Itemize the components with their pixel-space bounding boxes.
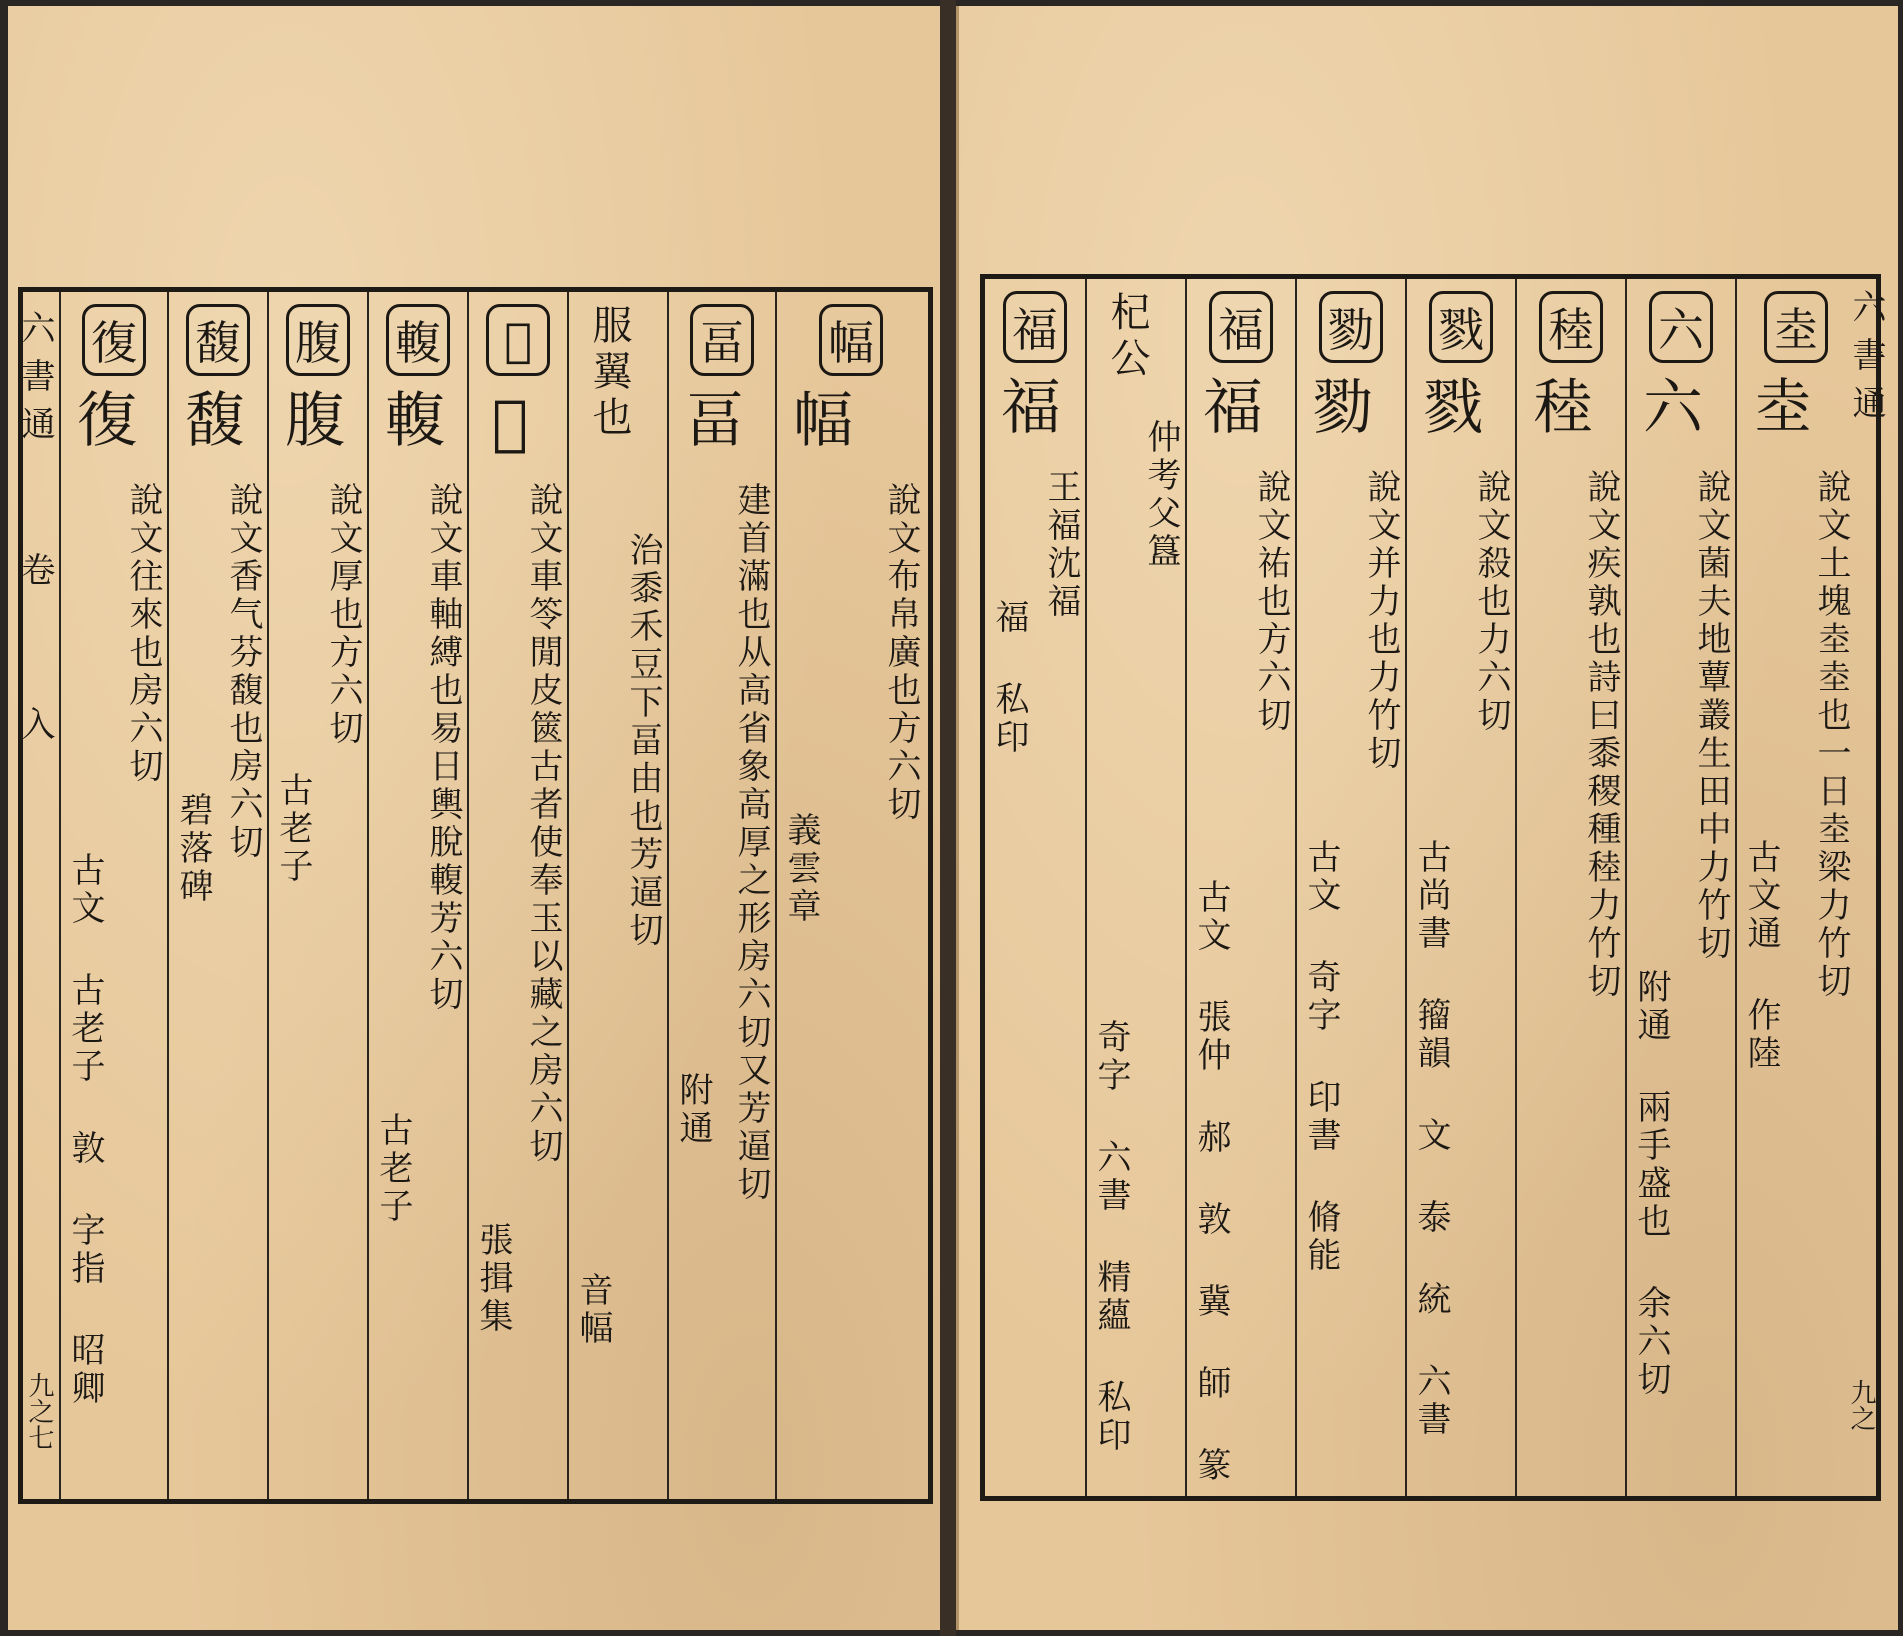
gloss-text: 說文菌夫地蕈叢生田中力竹切: [1691, 469, 1731, 963]
head-char: 幅: [819, 304, 883, 376]
column-right-5: [1295, 279, 1405, 1496]
head-char: 𨍙: [486, 304, 550, 376]
gloss-text: 說文并力也力竹切: [1361, 469, 1401, 773]
column-left-2: [667, 292, 775, 1499]
gloss-text: 說文殺也力六切: [1471, 469, 1511, 735]
seal-char: 稑: [1523, 375, 1593, 441]
gloss-text: 說文祐也方六切: [1251, 469, 1291, 735]
head-char: 畐: [690, 304, 754, 376]
column-left-5: [367, 292, 467, 1499]
seal-char: 福: [991, 375, 1061, 441]
column-right-7: [1085, 279, 1185, 1496]
column-left-4: [467, 292, 567, 1499]
source-text: 古文 古老子 敦 字指 昭卿: [65, 852, 105, 1408]
column-left-3: [567, 292, 667, 1499]
right-page-number: 九之: [1846, 1379, 1876, 1431]
column-right-1: [1735, 279, 1855, 1496]
gloss-text: 治黍禾豆下畐由也芳逼切: [623, 532, 663, 950]
source-text: 義雲章: [781, 812, 821, 926]
source-text: 福 私印: [989, 599, 1029, 757]
seal-char: 畐: [675, 388, 745, 454]
gloss-text: 說文車笭閒皮篋古者使奉玉以藏之房六切: [523, 482, 563, 1166]
seal-char: 腹: [275, 388, 345, 454]
source-text: 附通 兩手盛也 余六切: [1631, 969, 1671, 1399]
column-left-7: [167, 292, 267, 1499]
gloss-text: 說文厚也方六切: [323, 482, 363, 748]
column-right-3: [1515, 279, 1625, 1496]
gloss-text: 說文土塊坴坴也一日坴梁力竹切: [1811, 469, 1851, 1001]
right-page-frame: [980, 274, 1886, 1501]
head-char: 復: [82, 304, 146, 376]
source-text: 古尚書 籀韻 文 泰 統 六書: [1411, 839, 1451, 1439]
continuation-text: 杞公: [1104, 291, 1150, 383]
source-text: 古老子: [373, 1112, 413, 1226]
left-margin-title: 六書通: [15, 310, 55, 454]
head-char: 六: [1649, 291, 1713, 363]
column-left-6: [267, 292, 367, 1499]
seal-char: 六: [1633, 375, 1703, 441]
head-char: 戮: [1429, 291, 1493, 363]
right-margin-title: 六書通: [1846, 289, 1886, 433]
column-right-6: [1185, 279, 1295, 1496]
head-char: 馥: [186, 304, 250, 376]
seal-char: 幅: [783, 388, 853, 454]
column-right-8: [985, 279, 1085, 1496]
seal-char: 復: [67, 388, 137, 454]
source-text: 張揖集: [473, 1222, 513, 1336]
source-text: 古老子: [273, 772, 313, 886]
head-char: 福: [1209, 291, 1273, 363]
left-page-frame: [15, 287, 933, 1504]
head-char: 坴: [1764, 291, 1828, 363]
column-right-2: [1625, 279, 1735, 1496]
gloss-text: 說文車軸縛也易日輿脫輹芳六切: [423, 482, 463, 1014]
seal-char: 𨍙: [475, 388, 545, 464]
head-char: 福: [1003, 291, 1067, 363]
left-page-number: 九之七: [24, 1372, 54, 1450]
head-char: 勠: [1319, 291, 1383, 363]
left-margin-volume: 卷 入: [15, 552, 55, 780]
gloss-text: 建首滿也从高省象高厚之形房六切又芳逼切: [731, 482, 771, 1204]
seal-char: 戮: [1413, 375, 1483, 441]
gloss-text: 說文香气芬馥也房六切: [223, 482, 263, 862]
source-text: 古文通 作陸: [1741, 839, 1781, 1073]
source-text: 古文 奇字 印書 脩能: [1301, 839, 1341, 1275]
seal-char: 福: [1193, 375, 1263, 441]
seal-char: 輹: [375, 388, 445, 454]
head-char: 輹: [386, 304, 450, 376]
column-left-8: [59, 292, 167, 1499]
column-left-1: [775, 292, 925, 1499]
seal-char: 坴: [1743, 375, 1813, 441]
source-text: 奇字 六書 精蘊 私印: [1091, 1019, 1131, 1455]
gloss-text: 說文布帛廣也方六切: [881, 482, 921, 824]
gloss-text: 說文往來也房六切: [123, 482, 163, 786]
source-text: 古文 張仲 郝 敦 冀 師 篆: [1191, 879, 1231, 1485]
source-text: 音幅: [573, 1272, 613, 1348]
head-char: 腹: [286, 304, 350, 376]
seal-char: 馥: [175, 388, 245, 454]
gloss-text: 王福沈福: [1041, 469, 1081, 621]
gloss-text: 說文疾孰也詩曰黍稷種稑力竹切: [1581, 469, 1621, 1001]
continuation-text: 服翼也: [586, 304, 632, 442]
seal-char: 勠: [1303, 375, 1373, 441]
book-gutter: [940, 0, 956, 1636]
head-char: 稑: [1539, 291, 1603, 363]
column-right-4: [1405, 279, 1515, 1496]
gloss-text: 仲考父簋: [1141, 419, 1181, 571]
source-text: 碧落碑: [173, 792, 213, 906]
source-text: 附通: [673, 1072, 713, 1148]
